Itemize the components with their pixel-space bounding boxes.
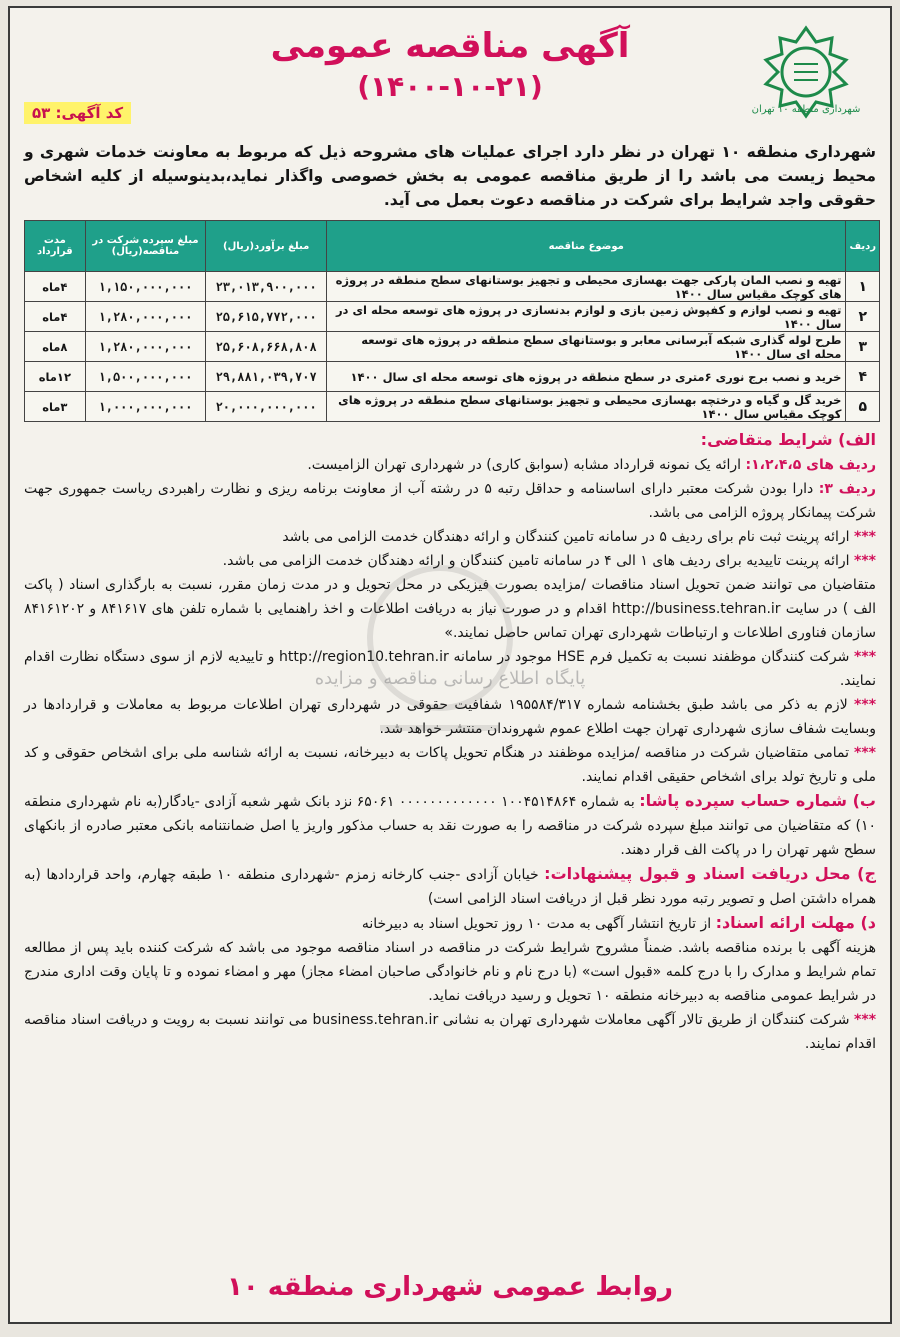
col-duration: مدت قرارداد xyxy=(25,221,86,272)
row-duration: ۴ماه xyxy=(25,302,86,332)
table-row xyxy=(25,272,880,302)
row-subject: خرید گل و گیاه و درختچه بهسازی محیطی و تجهیز بوستانهای سطح منطقه در پروژه های کوچک مقیاس سال ۱۴۰۰ xyxy=(327,392,846,422)
conditions-section xyxy=(10,428,890,1056)
row-deposit: ۱,۲۸۰,۰۰۰,۰۰۰ xyxy=(85,332,206,362)
watermark-text: پایگاه اطلاع رسانی مناقصه و مزایده xyxy=(314,668,586,689)
star-icon: *** xyxy=(854,745,876,761)
col-deposit: مبلغ سپرده شرکت در مناقصه(ریال) xyxy=(85,221,206,272)
row3-text: دارا بودن شرکت معتبر دارای اساسنامه و حداقل رتبه ۵ در رشته آب از معاونت برنامه ریزی و نظارت راهبردی ریاست جمهوری جهت شرکت پیمانکار پروژه الزامی می باشد. xyxy=(24,481,876,521)
star-icon: *** xyxy=(854,697,877,713)
tender-table xyxy=(24,220,880,422)
col-estimate: مبلغ برآورد(ریال) xyxy=(206,221,327,272)
row3-label: ردیف ۳: xyxy=(818,481,876,497)
row-no: ۵ xyxy=(846,392,880,422)
star-icon: *** xyxy=(854,1012,877,1028)
row-no: ۴ xyxy=(846,362,880,392)
bullet-hse: شرکت کنندگان موظفند نسبت به تکمیل فرم HSE موجود در سامانه http://region10.tehran.ir و تاییدیه لازم از سوی دستگاه نظارت اقدام نمایند. xyxy=(24,649,876,689)
bullet-transparency: لازم به ذکر می باشد طبق بخشنامه شماره ۱۹۵۵۸۴/۳۱۷ شفافیت حقوقی در شهرداری تهران اطلاعات مربوط به معاملات و قراردادها در وبسایت شفاف سازی شهرداری تهران جهت اطلاع عموم شهروندان منتشر خواهد شد. xyxy=(24,697,876,737)
bullet-national-id: تمامی متقاضیان شرکت در مناقصه /مزایده موظفند در هنگام تحویل پاکات به دبیرخانه، نسبت به ارائه شناسه ملی برای اشخاص حقوقی و کد ملی و تاریخ تولد برای اشخاص حقیقی اقدام نمایند. xyxy=(24,745,876,785)
row-no: ۱ xyxy=(846,272,880,302)
notice-title: آگهی مناقصه عمومی xyxy=(270,26,630,66)
upload-paragraph: متقاضیان می توانند ضمن تحویل اسناد مناقصات /مزایده بصورت فیزیکی در محل تحویل و در مدت زمان مقرر، نسبت به بارگذاری اسناد ( پاکت الف ) در سایت http://business.tehran.ir اقدام و در صورت نیاز به دریافت اطلاعات و اخذ راهنمایی با شماره تلفن های ۸۴۱۶۱۷ و ۸۴۱۶۱۲۰۲ سازمان فناوری اطلاعات و ارتباطات شهرداری تهران تماس حاصل نمایند.» xyxy=(24,577,877,641)
public-relations-signature: روابط عمومی شهرداری منطقه ۱۰ xyxy=(227,1272,673,1302)
deposit-label: ب) شماره حساب سپرده پاشا: xyxy=(639,791,877,810)
row-duration: ۸ماه xyxy=(25,332,86,362)
notice-date: (۱۴۰۰-۱۰-۲۱) xyxy=(357,70,543,103)
row-no: ۳ xyxy=(846,332,880,362)
rows-label: ردیف های ۱،۲،۴،۵: xyxy=(745,457,876,473)
rows-text: ارائه یک نمونه قرارداد مشابه (سوابق کاری) در شهرداری تهران الزامیست. xyxy=(307,457,742,473)
row-duration: ۳ماه xyxy=(25,392,86,422)
row-estimate: ۲۵,۶۰۸,۶۶۸,۸۰۸ xyxy=(206,332,327,362)
row-subject: تهیه و نصب المان پارکی جهت بهسازی محیطی و تجهیز بوستانهای سطح منطقه در پروژه های کوچک مقیاس سال ۱۴۰۰ xyxy=(327,272,846,302)
table-header-row xyxy=(25,221,880,272)
row-subject: طرح لوله گذاری شبکه آبرسانی معابر و بوستانهای سطح منطقه در پروژه های توسعه محله ای سال ۱۴۰۰ xyxy=(327,332,846,362)
row-estimate: ۲۳,۰۱۳,۹۰۰,۰۰۰ xyxy=(206,272,327,302)
row-estimate: ۲۹,۸۸۱,۰۳۹,۷۰۷ xyxy=(206,362,327,392)
row-deposit: ۱,۱۵۰,۰۰۰,۰۰۰ xyxy=(85,272,206,302)
header xyxy=(10,8,890,136)
table-row xyxy=(25,332,880,362)
row-deposit: ۱,۵۰۰,۰۰۰,۰۰۰ xyxy=(85,362,206,392)
ad-code-badge: کد آگهی: ۵۳ xyxy=(24,102,131,124)
bullet-business-site: شرکت کنندگان از طریق تالار آگهی معاملات شهرداری تهران به نشانی business.tehran.ir می توانند نسبت به رویت و دریافت اسناد مناقصه اقدام نمایند. xyxy=(24,1012,876,1052)
row-subject: تهیه و نصب لوازم و کفپوش زمین بازی و لوازم بدنسازی در پروژه های توسعه محله ای در سال ۱۴۰۰ xyxy=(327,302,846,332)
logo-caption: شهرداری منطقه ۱۰ تهران xyxy=(751,104,861,115)
place-label: ج) محل دریافت اسناد و قبول پیشنهادات: xyxy=(544,864,876,883)
place-text: خیابان آزادی -جنب کارخانه زمزم -شهرداری منطقه ۱۰ طبقه چهارم، واحد قراردادها (به همراه داشتن اصل و تصویر رتبه مورد نظر قبل از دریافت اسناد الزامی است) xyxy=(24,867,876,907)
closing-paragraph: هزینه آگهی با برنده مناقصه باشد. ضمناً مشروح شرایط شرکت در مناقصه در اسناد مناقصه موجود می باشد که شرکت کننده باید پس از مطالعه تمام شرایط و مدارک را با درج کلمه «قبول است» (با درج نام و نام خانوادگی صاحبان امضاء مجاز) مهر و امضاء نموده و تا پایان وقت اداری مندرج در شرایط عمومی مناقصه به دبیرخانه منطقه ۱۰ تحویل و رسید دریافت نماید. xyxy=(24,940,876,1004)
row-subject: خرید و نصب برج نوری ۶متری در سطح منطقه در پروژه های توسعه محله ای سال ۱۴۰۰ xyxy=(327,362,846,392)
deadline-text: از تاریخ انتشار آگهی به مدت ۱۰ روز تحویل اسناد به دبیرخانه xyxy=(361,916,712,932)
row-deposit: ۱,۲۸۰,۰۰۰,۰۰۰ xyxy=(85,302,206,332)
row-no: ۲ xyxy=(846,302,880,332)
row-deposit: ۱,۰۰۰,۰۰۰,۰۰۰ xyxy=(85,392,206,422)
intro-paragraph: شهرداری منطقه ۱۰ تهران در نظر دارد اجرای عملیات های مشروحه ذیل که مربوط به معاونت خدمات شهری و محیط زیست می باشد را از طریق مناقصه عمومی به بخش خصوصی واگذار نماید،بدینوسیله از کلیه اشخاص حقوقی واجد شرایط برای شرکت در مناقصه دعوت بعمل می آید. xyxy=(24,143,877,209)
section-a-heading: الف) شرایط متقاضی: xyxy=(700,430,876,449)
row-duration: ۱۲ماه xyxy=(25,362,86,392)
deposit-text: به شماره ۱۰۰۴۵۱۴۸۶۴ ۰۰۰۰۰۰۰۰۰۰۰۰۰ ۶۵۰۶۱ نزد بانک شهر شعبه آزادی -یادگار(به نام شهرداری منطقه ۱۰) که متقاضیان می توانند مبلغ سپرده شرکت در مناقصه را به صورت نقد به حساب مذکور واریز یا اصل ضمانتنامه بانکی معتبر صادره از بانکهای سطح شهر تهران را در پاکت الف قرار دهند. xyxy=(24,794,876,858)
tender-notice xyxy=(8,6,892,1324)
bullet-1: ارائه پرینت ثبت نام برای ردیف ۵ در سامانه تامین کنندگان و ارائه دهندگان خدمت الزامی می باشد xyxy=(282,529,850,545)
bullet-2: ارائه پرینت تاییدیه برای ردیف های ۱ الی ۴ در سامانه تامین کنندگان و ارائه دهندگان خدمت الزامی می باشد. xyxy=(222,553,850,569)
star-icon: *** xyxy=(854,529,876,545)
col-no: ردیف xyxy=(846,221,880,272)
row-duration: ۴ماه xyxy=(25,272,86,302)
table-row xyxy=(25,362,880,392)
star-icon: *** xyxy=(854,649,877,665)
row-estimate: ۲۰,۰۰۰,۰۰۰,۰۰۰ xyxy=(206,392,327,422)
deadline-label: د) مهلت ارائه اسناد: xyxy=(715,913,876,932)
table-row xyxy=(25,302,880,332)
table-row xyxy=(25,392,880,422)
col-subject: موضوع مناقصه xyxy=(327,221,846,272)
row-estimate: ۲۵,۶۱۵,۷۷۲,۰۰۰ xyxy=(206,302,327,332)
star-icon: *** xyxy=(854,553,876,569)
